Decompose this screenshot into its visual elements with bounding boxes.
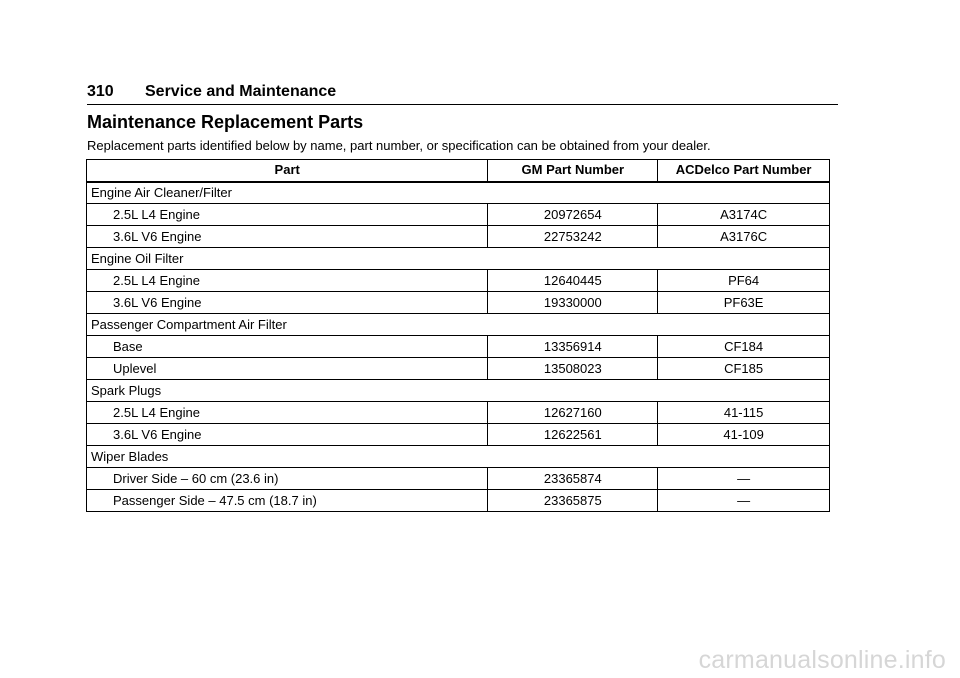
group-row: [87, 248, 830, 270]
group-label: Spark Plugs: [87, 380, 830, 402]
gm-number-cell: 23365874: [488, 468, 658, 490]
table-row: [87, 358, 830, 380]
part-cell: Driver Side – 60 cm (23.6 in): [87, 468, 488, 490]
gm-number-cell: 13356914: [488, 336, 658, 358]
watermark: carmanualsonline.info: [698, 646, 946, 674]
gm-number-cell: 12622561: [488, 424, 658, 446]
table-row: [87, 490, 830, 512]
acdelco-number-cell: CF185: [658, 358, 830, 380]
acdelco-number-cell: CF184: [658, 336, 830, 358]
acdelco-number-cell: 41-109: [658, 424, 830, 446]
table-row: [87, 468, 830, 490]
acdelco-number-cell: A3176C: [658, 226, 830, 248]
acdelco-number-cell: PF63E: [658, 292, 830, 314]
gm-number-cell: 12640445: [488, 270, 658, 292]
part-cell: Base: [87, 336, 488, 358]
table-row: [87, 424, 830, 446]
intro-text: Replacement parts identified below by name, part number, or specification can be obtained from your dealer.: [87, 138, 711, 153]
part-cell: 3.6L V6 Engine: [87, 424, 488, 446]
page-title: Maintenance Replacement Parts: [87, 112, 364, 132]
table-row: [87, 292, 830, 314]
gm-number-cell: 13508023: [488, 358, 658, 380]
page-number: 310: [87, 83, 114, 100]
acdelco-number-cell: PF64: [658, 270, 830, 292]
column-header-acdelco-part-number: ACDelco Part Number: [658, 160, 830, 182]
gm-number-cell: 23365875: [488, 490, 658, 512]
acdelco-number-cell: A3174C: [658, 204, 830, 226]
group-label: Engine Oil Filter: [87, 248, 830, 270]
group-label: Passenger Compartment Air Filter: [87, 314, 830, 336]
table-row: [87, 402, 830, 424]
part-cell: 2.5L L4 Engine: [87, 402, 488, 424]
table-header-row: [87, 160, 830, 182]
gm-number-cell: 22753242: [488, 226, 658, 248]
group-row: [87, 314, 830, 336]
table-row: [87, 270, 830, 292]
part-cell: 2.5L L4 Engine: [87, 270, 488, 292]
group-row: [87, 182, 830, 204]
table-row: [87, 226, 830, 248]
acdelco-number-cell: 41-115: [658, 402, 830, 424]
part-cell: 2.5L L4 Engine: [87, 204, 488, 226]
page-header: [87, 82, 838, 105]
gm-number-cell: 19330000: [488, 292, 658, 314]
group-label: Wiper Blades: [87, 446, 830, 468]
part-cell: Uplevel: [87, 358, 488, 380]
column-header-gm-part-number: GM Part Number: [488, 160, 658, 182]
gm-number-cell: 12627160: [488, 402, 658, 424]
group-row: [87, 446, 830, 468]
acdelco-number-cell: —: [658, 490, 830, 512]
part-cell: 3.6L V6 Engine: [87, 292, 488, 314]
table-row: [87, 204, 830, 226]
part-cell: Passenger Side – 47.5 cm (18.7 in): [87, 490, 488, 512]
gm-number-cell: 20972654: [488, 204, 658, 226]
section-title: Service and Maintenance: [145, 83, 337, 100]
parts-table: [86, 159, 830, 512]
group-row: [87, 380, 830, 402]
column-header-part: Part: [87, 160, 488, 182]
part-cell: 3.6L V6 Engine: [87, 226, 488, 248]
table-row: [87, 336, 830, 358]
acdelco-number-cell: —: [658, 468, 830, 490]
group-label: Engine Air Cleaner/Filter: [87, 182, 830, 204]
